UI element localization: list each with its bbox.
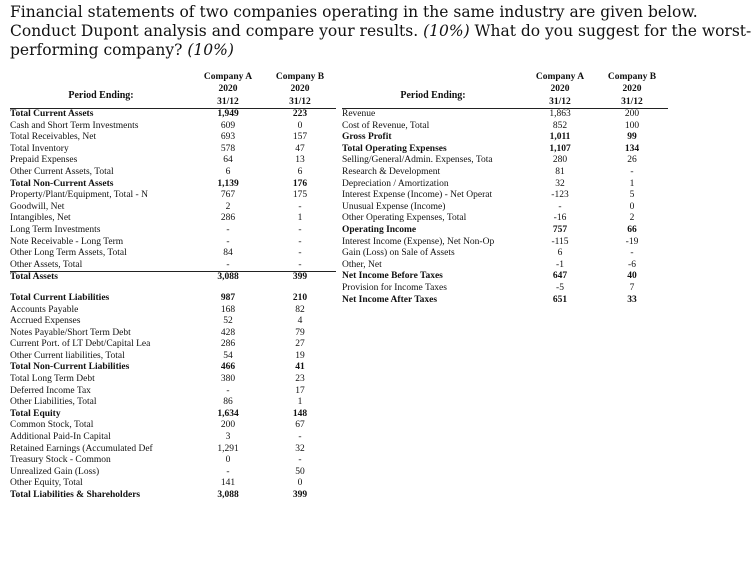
bs-company-b-value: 148 (292, 408, 308, 419)
is-header-date-b: 31/12 (596, 95, 668, 109)
bs-company-a-value: 428 (220, 327, 236, 338)
bs-company-a-value: - (226, 385, 230, 396)
bs-company-b-value: 50 (295, 466, 305, 477)
bs-company-b-value: - (298, 201, 302, 212)
bs-company-b-value: 47 (295, 143, 305, 154)
bs-line-item-label: Other Assets, Total (10, 259, 83, 270)
bs-table-row (10, 328, 336, 340)
question-line-1: Financial statements of two companies operating in the same industry are given below. (10, 3, 698, 21)
bs-table-row (10, 132, 336, 144)
bs-table-row (10, 272, 336, 284)
bs-company-a-value: 6 (225, 166, 231, 177)
bs-line-item-label: Total Current Assets (10, 109, 94, 119)
bs-line-item-label: Deferred Income Tax (10, 385, 91, 396)
is-line-item-label: Interest Expense (Income) - Net Operat (342, 190, 493, 201)
bs-line-item-label: Goodwill, Net (10, 201, 65, 212)
bs-line-item-label: Other Current liabilities, Total (10, 350, 125, 361)
bs-line-item-label: Other Equity, Total (10, 478, 83, 489)
question-line-2 (10, 22, 751, 41)
bs-company-a-value: 767 (220, 190, 236, 201)
bs-company-a-value: 141 (220, 478, 236, 489)
bs-header-blank (10, 70, 192, 82)
bs-company-a-value: 64 (223, 155, 233, 166)
bs-company-b-value: 67 (295, 420, 305, 431)
bs-line-item-label: Note Receivable - Long Term (10, 236, 124, 247)
question-text (10, 3, 751, 60)
is-table-row (342, 225, 668, 237)
bs-company-a-value: 0 (225, 455, 231, 466)
bs-table-row (10, 339, 336, 351)
is-company-a-value: 6 (557, 248, 563, 259)
bs-line-item-label: Total Non-Current Assets (10, 178, 114, 189)
is-header-company-b: Company B (607, 72, 657, 82)
bs-header-year-b: 2020 (290, 83, 310, 94)
bs-company-a-value: 286 (220, 213, 236, 224)
is-company-b-value: 99 (627, 132, 637, 143)
is-company-b-value: 40 (627, 271, 637, 282)
bs-company-b-value: 1 (297, 397, 303, 408)
bs-line-item-label: Accrued Expenses (10, 316, 81, 327)
bs-line-item-label: Current Port. of LT Debt/Capital Lea (10, 339, 151, 350)
is-line-item-label: Selling/General/Admin. Expenses, Tota (342, 155, 493, 166)
bs-table-row (10, 455, 336, 467)
is-line-item-label: Operating Income (342, 224, 417, 235)
is-company-b-value: 2 (629, 213, 635, 224)
bs-company-a-value: 578 (220, 143, 236, 154)
bs-company-b-value: 0 (297, 478, 303, 489)
bs-table-row (10, 432, 336, 444)
is-line-item-label: Net Income Before Taxes (342, 271, 443, 282)
bs-header-date-b: 31/12 (264, 95, 336, 109)
bs-company-a-value: 3,088 (217, 490, 239, 500)
bs-company-b-value: 399 (264, 272, 336, 284)
bs-line-item-label: Total Inventory (10, 143, 69, 154)
is-line-item-label: Interest Income (Expense), Net Non-Op (342, 236, 495, 247)
bs-line-item-label: Additional Paid-In Capital (10, 432, 111, 443)
bs-company-b-value: 6 (297, 166, 303, 177)
is-line-item-label: Gain (Loss) on Sale of Assets (342, 248, 455, 259)
is-company-b-value: 1 (629, 178, 635, 189)
question-line-2a: Conduct Dupont analysis and compare your results. (10, 22, 424, 40)
is-company-a-value: 757 (552, 224, 568, 235)
bs-spacer-row (10, 284, 336, 293)
bs-company-b-value: 13 (295, 155, 305, 166)
bs-company-a-value: 1,634 (217, 408, 239, 419)
bs-table-row (10, 444, 336, 456)
is-company-b-value: - (630, 166, 634, 177)
balance-sheet-table (10, 70, 336, 502)
bs-company-a-value: 380 (220, 374, 236, 385)
is-line-item-label: Gross Profit (342, 132, 392, 143)
is-table-row (342, 144, 668, 156)
bs-company-a-value: 1,139 (217, 178, 239, 189)
is-company-a-value: - (558, 201, 562, 212)
bs-company-a-value: 3,088 (192, 272, 264, 284)
income-statement-table (342, 70, 668, 306)
is-table-row (342, 155, 668, 167)
income-statement-body (342, 109, 668, 307)
bs-table-row (10, 351, 336, 363)
bs-company-a-value: 84 (223, 248, 233, 259)
bs-company-b-value: 175 (292, 190, 308, 201)
bs-company-b-value: 4 (297, 316, 303, 327)
bs-table-row (10, 144, 336, 156)
bs-company-b-value: - (298, 455, 302, 466)
bs-company-b-value: 82 (295, 304, 305, 315)
bs-company-b-value: 223 (292, 109, 308, 119)
is-line-item-label: Research & Development (342, 166, 441, 177)
bs-company-a-value: 286 (220, 339, 236, 350)
bs-table-row (10, 386, 336, 398)
is-table-row (342, 260, 668, 272)
is-table-row (342, 109, 668, 121)
question-weight-1: (10%) (423, 22, 470, 40)
bs-line-item-label: Other Long Term Assets, Total (10, 248, 127, 259)
is-period-ending-label: Period Ending: (342, 82, 524, 109)
is-header-blank (342, 70, 524, 82)
bs-spacer-cell (10, 284, 336, 293)
is-company-b-value: 26 (627, 155, 637, 166)
is-company-b-value: 100 (624, 120, 640, 131)
bs-line-item-label: Unrealized Gain (Loss) (10, 466, 100, 477)
is-table-row (342, 271, 668, 283)
is-company-a-value: -5 (556, 282, 564, 293)
is-company-b-value: 0 (629, 201, 635, 212)
bs-table-row (10, 121, 336, 133)
bs-company-a-value: - (226, 466, 230, 477)
is-table-row (342, 248, 668, 260)
is-line-item-label: Revenue (342, 109, 376, 119)
bs-table-row (10, 490, 336, 502)
bs-company-a-value: 1,291 (217, 443, 239, 454)
bs-company-b-value: 399 (292, 490, 308, 500)
bs-company-b-value: 27 (295, 339, 305, 350)
bs-company-a-value: 987 (220, 292, 236, 303)
bs-company-b-value: 1 (297, 213, 303, 224)
bs-company-a-value: - (226, 259, 230, 270)
bs-company-a-value: 52 (223, 316, 233, 327)
bs-table-row (10, 167, 336, 179)
bs-line-item-label: Accounts Payable (10, 304, 79, 315)
is-table-row (342, 121, 668, 133)
bs-line-item-label: Other Liabilities, Total (10, 397, 97, 408)
is-company-a-value: -123 (551, 190, 569, 201)
bs-table-row (10, 179, 336, 191)
bs-company-a-value: 2 (225, 201, 231, 212)
bs-table-row (10, 467, 336, 479)
is-company-a-value: 852 (552, 120, 568, 131)
is-line-item-label: Other Operating Expenses, Total (342, 213, 467, 224)
bs-company-a-value: 3 (225, 432, 231, 443)
is-company-a-value: 1,863 (549, 109, 571, 119)
is-line-item-label: Net Income After Taxes (342, 294, 438, 305)
bs-company-b-value: 79 (295, 327, 305, 338)
bs-header-year-a: 2020 (218, 83, 238, 94)
is-company-a-value: 651 (552, 294, 568, 305)
bs-company-b-value: - (298, 432, 302, 443)
bs-table-row (10, 202, 336, 214)
bs-table-row (10, 260, 336, 272)
bs-period-ending-label: Period Ending: (10, 82, 192, 109)
bs-table-row (10, 409, 336, 421)
is-header-company-a: Company A (535, 72, 585, 82)
bs-company-a-value: 86 (223, 397, 233, 408)
is-company-a-value: 32 (555, 178, 565, 189)
question-line-3a: performing company? (10, 41, 188, 59)
is-table-row (342, 295, 668, 307)
bs-line-item-label: Long Term Investments (10, 224, 101, 235)
bs-line-item-label: Total Non-Current Liabilities (10, 362, 130, 373)
bs-line-item-label: Total Long Term Debt (10, 374, 95, 385)
is-company-a-value: -115 (551, 236, 569, 247)
bs-company-a-value: 200 (220, 420, 236, 431)
bs-company-b-value: 0 (297, 120, 303, 131)
bs-line-item-label: Retained Earnings (Accumulated Def (10, 443, 153, 454)
is-company-b-value: - (630, 248, 634, 259)
bs-table-row (10, 362, 336, 374)
is-company-a-value: 280 (552, 155, 568, 166)
bs-line-item-label: Prepaid Expenses (10, 155, 78, 166)
bs-table-row (10, 213, 336, 225)
bs-company-a-value: 54 (223, 350, 233, 361)
bs-header-company-b: Company B (275, 72, 325, 82)
bs-table-row (10, 237, 336, 249)
bs-table-row (10, 305, 336, 317)
bs-table-row (10, 248, 336, 260)
bs-company-b-value: 41 (295, 362, 305, 373)
bs-header-company-a: Company A (203, 72, 253, 82)
is-company-a-value: 647 (552, 271, 568, 282)
is-line-item-label: Unusual Expense (Income) (342, 201, 446, 212)
is-line-item-label: Other, Net (342, 259, 382, 270)
bs-line-item-label: Total Liabilities & Shareholders (10, 490, 141, 500)
bs-table-row (10, 316, 336, 328)
bs-header-date-a: 31/12 (192, 95, 264, 109)
is-company-a-value: -16 (553, 213, 567, 224)
is-header-year-a: 2020 (550, 83, 570, 94)
bs-company-b-value: 19 (295, 350, 305, 361)
bs-company-b-value: - (298, 224, 302, 235)
bs-company-a-value: 168 (220, 304, 236, 315)
is-table-row (342, 213, 668, 225)
is-table-row (342, 202, 668, 214)
is-line-item-label: Depreciation / Amortization (342, 178, 449, 189)
bs-table-row (10, 190, 336, 202)
is-company-b-value: 200 (624, 109, 640, 119)
bs-company-b-value: 176 (292, 178, 308, 189)
bs-table-row (10, 478, 336, 490)
bs-line-item-label: Notes Payable/Short Term Debt (10, 327, 131, 338)
is-company-b-value: 7 (629, 282, 635, 293)
bs-table-row (10, 420, 336, 432)
bs-line-item-label: Treasury Stock - Common (10, 455, 111, 466)
is-company-a-value: 81 (555, 166, 565, 177)
bs-line-item-label: Total Current Liabilities (10, 292, 110, 303)
is-table-row (342, 167, 668, 179)
bs-table-row (10, 225, 336, 237)
question-line-2c: What do you suggest for the worst- (469, 22, 751, 40)
bs-line-item-label: Cash and Short Term Investments (10, 120, 139, 131)
is-company-a-value: 1,107 (549, 143, 571, 154)
is-table-row (342, 237, 668, 249)
question-line-3 (10, 41, 694, 60)
bs-company-a-value: 693 (220, 132, 236, 143)
bs-company-b-value: 157 (292, 132, 308, 143)
bs-company-a-value: - (226, 236, 230, 247)
is-company-b-value: 33 (627, 294, 637, 305)
bs-company-a-value: 466 (220, 362, 236, 373)
is-company-b-value: 134 (624, 143, 640, 154)
bs-line-item-label: Total Assets (10, 272, 192, 284)
bs-company-a-value: - (226, 224, 230, 235)
is-line-item-label: Provision for Income Taxes (342, 282, 447, 293)
is-line-item-label: Cost of Revenue, Total (342, 120, 430, 131)
is-company-b-value: 5 (629, 190, 635, 201)
bs-table-row (10, 293, 336, 305)
bs-company-b-value: 23 (295, 374, 305, 385)
is-header-date-a: 31/12 (524, 95, 596, 109)
is-line-item-label: Total Operating Expenses (342, 143, 447, 154)
bs-company-a-value: 1,949 (217, 109, 239, 119)
bs-line-item-label: Common Stock, Total (10, 420, 94, 431)
bs-company-b-value: 210 (292, 292, 308, 303)
is-company-a-value: 1,011 (549, 132, 571, 143)
bs-line-item-label: Property/Plant/Equipment, Total - N (10, 190, 148, 201)
bs-table-row (10, 109, 336, 121)
bs-line-item-label: Total Equity (10, 408, 61, 419)
bs-company-a-value: 609 (220, 120, 236, 131)
is-company-a-value: -1 (556, 259, 564, 270)
bs-company-b-value: - (298, 248, 302, 259)
balance-sheet-body (10, 109, 336, 502)
bs-company-b-value: - (298, 236, 302, 247)
is-table-row (342, 283, 668, 295)
is-company-b-value: -6 (628, 259, 636, 270)
bs-table-row (10, 397, 336, 409)
is-company-b-value: -19 (625, 236, 639, 247)
bs-line-item-label: Other Current Assets, Total (10, 166, 114, 177)
question-weight-2: (10%) (187, 41, 234, 59)
bs-table-row (10, 374, 336, 386)
is-company-b-value: 66 (627, 224, 637, 235)
is-table-row (342, 190, 668, 202)
bs-line-item-label: Intangibles, Net (10, 213, 71, 224)
bs-company-b-value: 32 (295, 443, 305, 454)
bs-company-b-value: 17 (295, 385, 305, 396)
bs-company-b-value: - (298, 259, 302, 270)
is-table-row (342, 132, 668, 144)
bs-line-item-label: Total Receivables, Net (10, 132, 97, 143)
is-table-row (342, 179, 668, 191)
bs-table-row (10, 155, 336, 167)
is-header-year-b: 2020 (622, 83, 642, 94)
